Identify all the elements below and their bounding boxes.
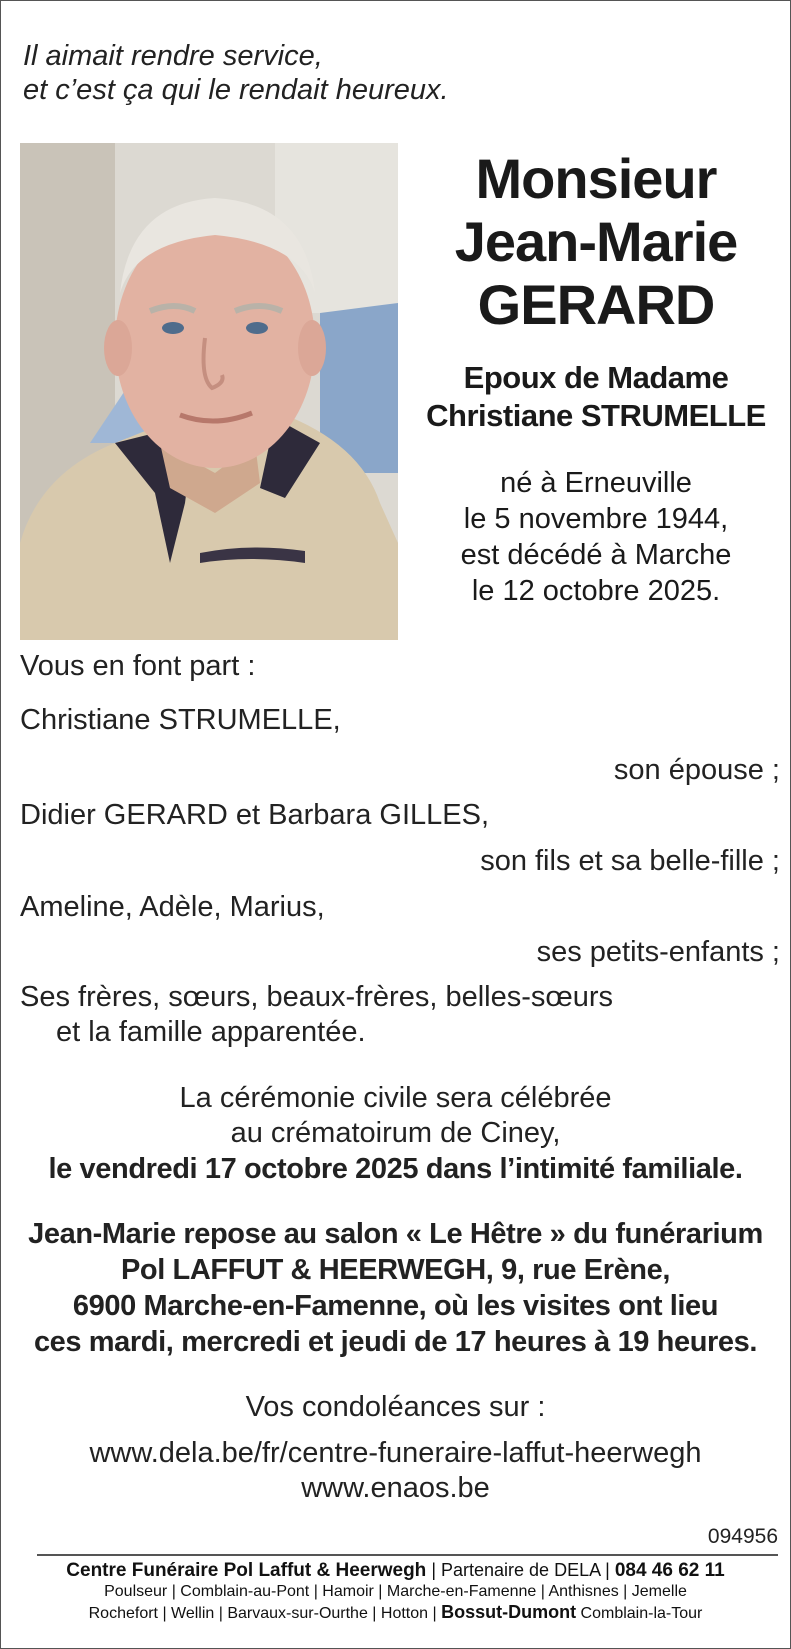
- spouse-line-2: Christiane STRUMELLE: [426, 398, 766, 433]
- footer-partner-2: Bossut-Dumont: [441, 1602, 577, 1622]
- visitation-line-2: Pol LAFFUT & HEERWEGH, 9, rue Erène,: [120, 1254, 671, 1286]
- deceased-last-name: GERARD: [477, 273, 715, 336]
- memorial-quote: [23, 39, 449, 107]
- footer-separator: |: [431, 1560, 441, 1580]
- family-member-2-relation: son fils et sa belle-fille ;: [480, 845, 780, 877]
- spouse-info: [411, 359, 781, 435]
- family-member-3-relation: ses petits-enfants ;: [536, 936, 780, 968]
- family-member-2-name: Didier GERARD et Barbara GILLES,: [20, 799, 490, 831]
- footer-partner: Partenaire de DELA: [441, 1560, 601, 1580]
- died-date: le 12 octobre 2025.: [471, 575, 721, 607]
- family-intro: Vous en font part :: [20, 650, 256, 682]
- condolences-url-1[interactable]: www.dela.be/fr/centre-funeraire-laffut-heerwegh: [89, 1437, 702, 1469]
- visitation-line-1: Jean-Marie repose au salon « Le Hêtre » du funérarium: [28, 1218, 763, 1250]
- ceremony-line-3: le vendredi 17 octobre 2025 dans l’intimité familiale.: [48, 1153, 743, 1185]
- footer-phone: 084 46 62 11: [614, 1560, 725, 1581]
- life-dates: [411, 465, 781, 609]
- footer-company-line: [1, 1560, 790, 1582]
- spouse-line-1: Epoux de Madame: [463, 360, 729, 395]
- family-others-line-2: et la famille apparentée.: [56, 1016, 366, 1048]
- condolences-url-2[interactable]: www.enaos.be: [301, 1472, 490, 1504]
- footer-partner-2-location: Comblain-la-Tour: [580, 1605, 703, 1622]
- ceremony-line-2: au crématoirum de Ciney,: [230, 1117, 561, 1149]
- deceased-title: Monsieur: [475, 147, 717, 210]
- footer-locations-line-2-wrap: [1, 1602, 790, 1623]
- family-member-1-name: Christiane STRUMELLE,: [20, 704, 341, 736]
- born-place: né à Erneuville: [500, 467, 692, 499]
- quote-line-1: Il aimait rendre service,: [23, 40, 323, 72]
- footer-locations-line-1: Poulseur | Comblain-au-Pont | Hamoir | Marche-en-Famenne | Anthisnes | Jemelle: [104, 1583, 687, 1600]
- quote-line-2: et c’est ça qui le rendait heureux.: [23, 74, 449, 106]
- notice-code: 094956: [707, 1525, 778, 1548]
- family-others-line-1: Ses frères, sœurs, beaux-frères, belles-sœurs: [20, 981, 614, 1013]
- footer-separator: |: [605, 1560, 615, 1580]
- family-member-1-relation: son épouse ;: [613, 754, 780, 786]
- ceremony-line-1: La cérémonie civile sera célébrée: [179, 1082, 612, 1114]
- footer-divider: [37, 1554, 778, 1556]
- visitation-line-3: 6900 Marche-en-Famenne, où les visites ont lieu: [72, 1290, 719, 1322]
- died-place: est décédé à Marche: [460, 539, 732, 571]
- portrait-photo: [20, 143, 398, 640]
- name-block: [411, 147, 781, 609]
- footer-company: Centre Funéraire Pol Laffut & Heerwegh: [66, 1560, 427, 1581]
- visitation-line-4: ces mardi, mercredi et jeudi de 17 heures à 19 heures.: [33, 1326, 758, 1358]
- condolences-intro: Vos condoléances sur :: [245, 1391, 546, 1423]
- footer-locations-line-2: Rochefort | Wellin | Barvaux-sur-Ourthe | Hotton |: [88, 1605, 437, 1622]
- born-date: le 5 novembre 1944,: [463, 503, 729, 535]
- deceased-first-name: Jean-Marie: [454, 210, 738, 273]
- family-member-3-name: Ameline, Adèle, Marius,: [20, 891, 325, 923]
